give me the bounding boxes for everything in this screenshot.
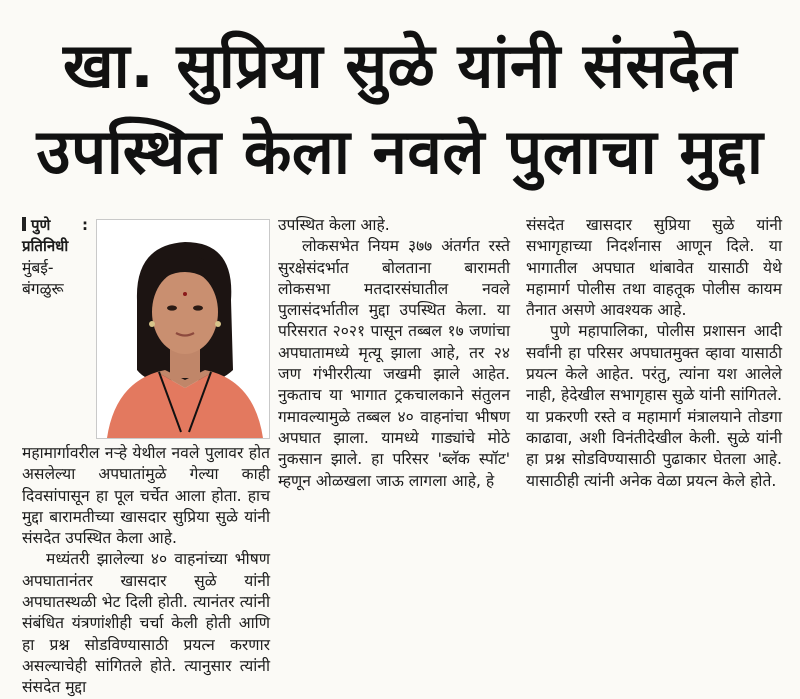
- portrait-photo: [96, 219, 270, 439]
- portrait-illustration: [97, 220, 269, 438]
- paragraph-3-2: पुणे महापालिका, पोलीस प्रशासन आदी सर्वांनी हा परिसर अपघातमुक्त व्हावा यासाठी प्रयत्न केले आहेत. परंतु, त्यांना यश आलेले नाही, हेदेखील सभागृहास सुळे यांनी सांगितले. या प्रकरणी रस्ते व महामार्ग मंत्रालयाने तोडगा काढावा, अशी विनंतीदेखील केली. सुळे यांनी हा प्रश्न सोडविण्यासाठी पुढाकार घेतला आहे. यासाठीही त्यांनी अनेक वेळा प्रयत्न केले होते.: [526, 322, 782, 490]
- byline-bar-icon: [22, 217, 26, 231]
- headline-line-1: खा. सुप्रिया सुळे यांनी संसदेत: [62, 29, 738, 102]
- headline-line-2: उपस्थित केला नवले पुलाचा मुद्दा: [36, 115, 764, 188]
- article-column-3: [526, 215, 782, 492]
- paragraph-2-2: लोकसभेत नियम ३७७ अंतर्गत रस्ते सुरक्षेसंदर्भात बोलताना बारामती लोकसभा मतदारसंघातील नवले पुलासंदर्भातील मुद्दा उपस्थित केला. या परिसरात २०२१ पासून तब्बल १७ जणांचा अपघातामध्ये मृत्यू झाला आहे, तर २४ जण गंभीररीत्या जखमी झाले आहेत. नुकताच या भागात ट्रकचालकाने संतुलन गमावल्यामुळे तब्बल ४० वाहनांचा भीषण अपघात झाला. यामध्ये गाड्यांचे मोठे नुकसान झाले. हा परिसर 'ब्लॅक स्पॉट' म्हणून ओळखला जाऊ लागला आहे, हे: [278, 237, 510, 490]
- paragraph-3-1: संसदेत खासदार सुप्रिया सुळे यांनी सभागृहाच्या निदर्शनास आणून दिले. या भागातील अपघात थांबावेत यासाठी येथे महामार्ग पोलीस तथा वाहतूक पोलीस कायम तैनात असणे आवश्यक आहे.: [526, 216, 782, 320]
- paragraph-2-1: उपस्थित केला आहे.: [278, 216, 390, 234]
- article-column-2: [278, 215, 510, 492]
- article-column-1: [22, 215, 270, 699]
- headline: [0, 0, 800, 210]
- paragraph-1-2: मध्यंतरी झालेल्या ४० वाहनांच्या भीषण अपघातानंतर खासदार सुळे यांनी अपघातस्थळी भेट दिली होती. त्यानंतर त्यांनी संबंधित यंत्रणांशीही चर्चा केली होती आणि हा प्रश्न सोडविण्यासाठी प्रयत्न करणार असल्याचेही सांगितले होते. त्यानुसार त्यांनी संसदेत मुद्दा: [22, 550, 270, 697]
- paragraph-1-1: मुंबई-बंगळुरू महामार्गावरील नऱ्हे येथील नवले पुलावर होत असलेल्या अपघातांमुळे गेल्या काही दिवसांपासून हा पूल चर्चेत आला होता. हाच मुद्दा बारामतीच्या खासदार सुप्रिया सुळे यांनी संसदेत उपस्थित केला आहे.: [22, 258, 270, 548]
- byline: पुणे : प्रतिनिधी: [22, 216, 88, 256]
